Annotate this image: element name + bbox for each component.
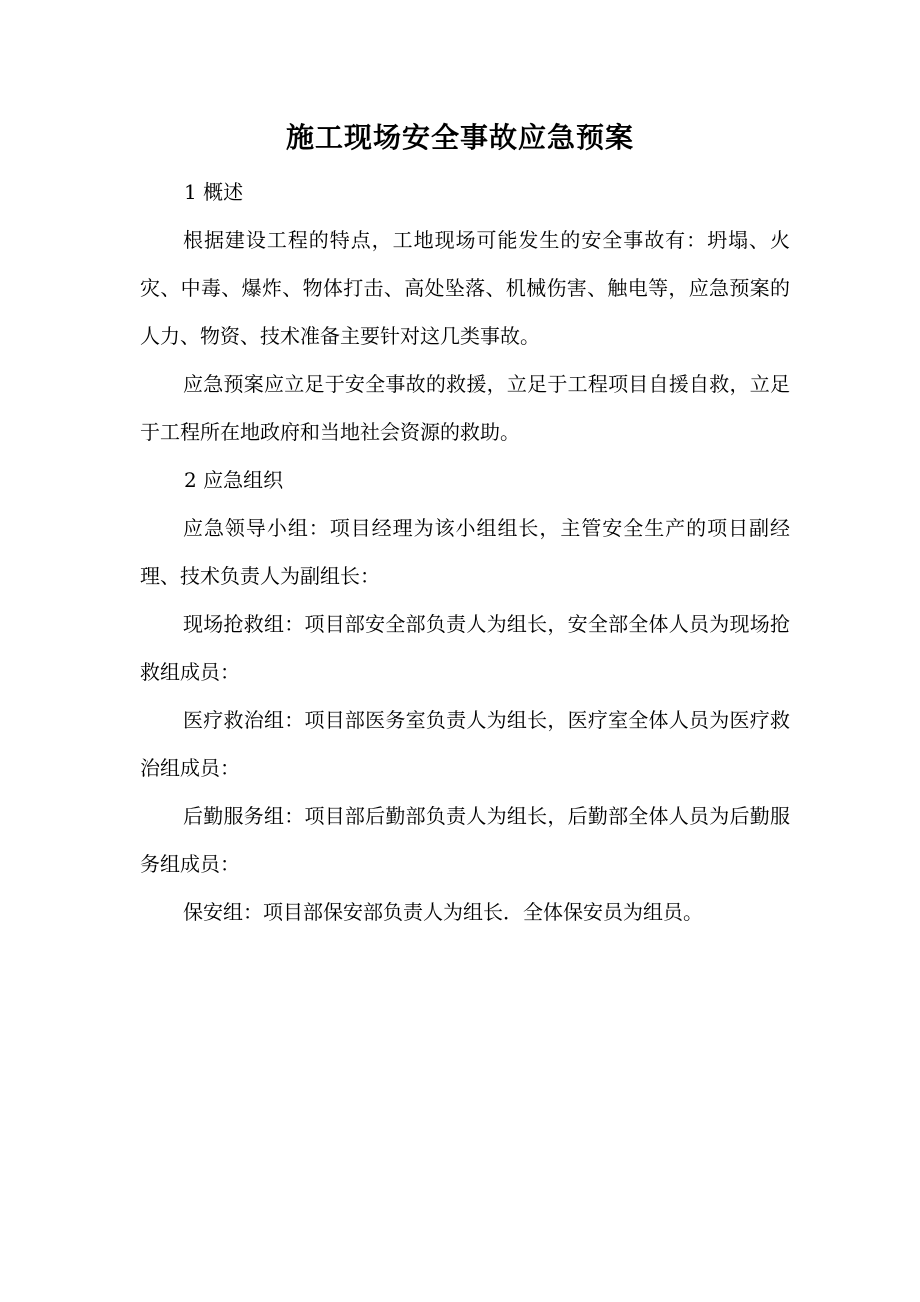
section-heading-overview: 1 概述 <box>184 180 244 204</box>
paragraph-medical-group: 医疗救治组：项目部医务室负责人为组长，医疗室全体人员为医疗救治组成员： <box>140 708 790 780</box>
document-title: 施工现场安全事故应急预案 <box>285 121 634 154</box>
paragraph-logistics-group: 后勤服务组：项目部后勤部负责人为组长，后勤部全体人员为后勤服务组成员： <box>140 804 790 876</box>
paragraph-accident-types: 根据建设工程的特点，工地现场可能发生的安全事故有：坍塌、火灾、中毒、爆炸、物体打击、高处坠落、机械伤害、触电等，应急预案的人力、物资、技术准备主要针对这几类事故。 <box>140 228 790 348</box>
paragraph-plan-basis: 应急预案应立足于安全事故的救援，立足于工程项目自援自救，立足于工程所在地政府和当地社会资源的救助。 <box>140 372 790 444</box>
section-heading-organization: 2 应急组织 <box>184 468 284 492</box>
document-body <box>140 168 790 936</box>
paragraph-leadership-group: 应急领导小组：项目经理为该小组组长，主管安全生产的项日副经理、技术负责人为副组长： <box>140 516 790 588</box>
paragraph-rescue-group: 现场抢救组：项目部安全部负责人为组长，安全部全体人员为现场抢救组成员： <box>140 612 790 684</box>
paragraph-security-group: 保安组：项目部保安部负责人为组长．全体保安员为组员。 <box>183 900 703 924</box>
